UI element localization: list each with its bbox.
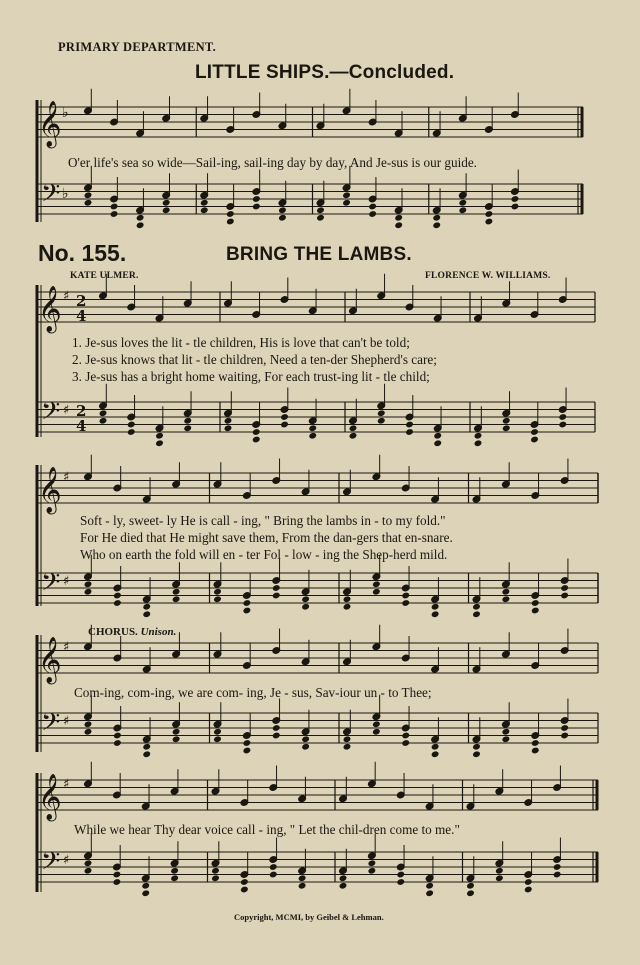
note-head [142, 750, 151, 758]
note-head [272, 584, 281, 592]
bass-clef-icon: 𝄢 [41, 179, 61, 214]
note-head [172, 735, 181, 743]
note-head [84, 728, 93, 736]
note-head [425, 882, 434, 890]
verse-line-5: For He died that He might save them, From the dan-gers that en-snare. [80, 530, 453, 545]
time-signature-bottom: 4 [76, 417, 87, 435]
note-head [502, 424, 511, 432]
bass-clef-icon: 𝄢 [41, 568, 61, 603]
note-head [560, 724, 569, 732]
note-head [377, 417, 386, 425]
note-head [368, 859, 377, 867]
note-head [531, 599, 540, 607]
note-head [224, 417, 233, 425]
note-head [372, 728, 381, 736]
flat-icon: ♭ [62, 105, 69, 121]
note-head [343, 595, 352, 603]
note-head [278, 206, 287, 214]
note-head [243, 747, 252, 755]
note-head [368, 203, 377, 211]
note-head [243, 599, 252, 607]
note-head [99, 417, 108, 425]
verse-line-1: 1. Je-sus loves the lit - tle children, His is love that can't be told; [72, 335, 410, 350]
note-head [213, 588, 222, 596]
note-head [531, 747, 540, 755]
note-head [485, 218, 494, 226]
note-head [278, 214, 287, 222]
note-head [472, 743, 481, 751]
treble-clef-icon: 𝄞 [38, 774, 62, 820]
lyricist-credit: KATE ULMER. [70, 271, 139, 281]
treble-clef-icon: 𝄞 [38, 637, 62, 683]
chorus-lyric-1: Com-ing, com-ing, we are com- ing, Je - sus, Sav-iour un - to Thee; [74, 685, 432, 700]
note-head [142, 603, 151, 611]
sharp-icon: ♯ [63, 777, 70, 792]
note-head [530, 428, 539, 436]
note-head [401, 599, 410, 607]
note-head [343, 735, 352, 743]
treble-clef-icon: 𝄞 [38, 286, 62, 332]
note-head [110, 203, 119, 211]
note-head [474, 432, 483, 440]
note-head [511, 195, 520, 203]
note-head [84, 580, 93, 588]
note-head [211, 874, 220, 882]
note-head [240, 886, 249, 894]
note-head [243, 739, 252, 747]
note-head [342, 199, 351, 207]
note-head [431, 743, 440, 751]
note-head [530, 436, 539, 444]
sharp-icon: ♯ [63, 470, 70, 485]
note-head [339, 882, 348, 890]
note-head [162, 206, 171, 214]
chorus-label-text: CHORUS. [88, 626, 138, 638]
note-head [200, 199, 209, 207]
note-head [298, 874, 307, 882]
note-head [343, 603, 352, 611]
note-head [280, 421, 289, 429]
note-head [472, 750, 481, 758]
note-head [113, 878, 122, 886]
note-head [431, 610, 440, 618]
note-head [553, 863, 562, 871]
note-head [269, 871, 278, 879]
time-signature-top: 2 [76, 402, 87, 420]
note-head [372, 588, 381, 596]
note-head [466, 882, 475, 890]
note-head [502, 588, 511, 596]
flat-icon: ♭ [62, 186, 69, 202]
note-head [394, 214, 403, 222]
note-head [113, 732, 122, 740]
note-head [316, 214, 325, 222]
note-head [401, 592, 410, 600]
note-head [502, 595, 511, 603]
note-head [425, 889, 434, 897]
note-head [170, 867, 179, 875]
note-head [372, 720, 381, 728]
note-head [155, 432, 164, 440]
note-head [316, 206, 325, 214]
note-head [495, 874, 504, 882]
note-head [172, 588, 181, 596]
note-head [405, 421, 414, 429]
song-title-little-ships: LITTLE SHIPS.—Concluded. [195, 62, 455, 83]
note-head [99, 409, 108, 417]
note-head [127, 428, 136, 436]
note-head [142, 743, 151, 751]
verse-line-3: 3. Je-sus has a bright home waiting, For each trust-ing lit - tle child; [72, 369, 430, 384]
note-head [141, 889, 150, 897]
bass-clef-icon: 𝄢 [41, 708, 61, 743]
note-head [308, 424, 317, 432]
note-head [433, 432, 442, 440]
note-head [183, 424, 192, 432]
note-head [172, 595, 181, 603]
sharp-icon: ♯ [63, 574, 70, 589]
chorus-lyric-2: While we hear Thy dear voice call - ing, " Let the chil-dren come to me." [74, 822, 460, 837]
note-head [252, 195, 261, 203]
note-head [226, 210, 235, 218]
note-head [472, 603, 481, 611]
note-head [485, 210, 494, 218]
note-head [127, 421, 136, 429]
bass-clef-icon: 𝄢 [41, 397, 61, 432]
note-head [349, 424, 358, 432]
note-head [372, 580, 381, 588]
note-head [401, 732, 410, 740]
hymn-number: No. 155. [38, 240, 127, 266]
note-head [272, 592, 281, 600]
note-head [342, 191, 351, 199]
note-head [511, 203, 520, 211]
note-head [405, 428, 414, 436]
note-head [431, 750, 440, 758]
note-head [560, 732, 569, 740]
note-head [224, 424, 233, 432]
note-head [113, 592, 122, 600]
note-head [349, 432, 358, 440]
note-head [301, 603, 310, 611]
note-head [458, 199, 467, 207]
note-head [136, 221, 145, 229]
note-head [431, 603, 440, 611]
note-head [141, 882, 150, 890]
note-head [502, 735, 511, 743]
time-signature-bottom: 4 [76, 307, 87, 325]
sharp-icon: ♯ [63, 403, 70, 418]
note-head [432, 214, 441, 222]
chorus-mode: Unison. [140, 626, 177, 638]
note-head [84, 859, 93, 867]
note-head [252, 428, 261, 436]
note-head [301, 743, 310, 751]
treble-clef-icon: 𝄞 [38, 467, 62, 513]
sharp-icon: ♯ [63, 640, 70, 655]
note-head [553, 871, 562, 879]
note-head [531, 739, 540, 747]
note-head [502, 417, 511, 425]
note-head [110, 210, 119, 218]
note-head [213, 728, 222, 736]
note-head [368, 210, 377, 218]
note-head [474, 439, 483, 447]
note-head [170, 874, 179, 882]
note-head [495, 867, 504, 875]
note-head [301, 595, 310, 603]
note-head [84, 867, 93, 875]
song-title-bring-the-lambs: BRING THE LAMBS. [226, 244, 412, 265]
note-head [240, 878, 249, 886]
note-head [558, 413, 567, 421]
sharp-icon: ♯ [63, 289, 70, 304]
note-head [524, 878, 533, 886]
note-head [269, 863, 278, 871]
note-head [136, 214, 145, 222]
note-head [113, 871, 122, 879]
note-head [200, 206, 209, 214]
note-head [142, 610, 151, 618]
note-head [84, 588, 93, 596]
note-head [339, 874, 348, 882]
sharp-icon: ♯ [63, 853, 70, 868]
note-head [560, 584, 569, 592]
sharp-icon: ♯ [63, 714, 70, 729]
note-head [343, 743, 352, 751]
note-head [84, 720, 93, 728]
note-head [84, 199, 93, 207]
note-head [368, 867, 377, 875]
department-heading: PRIMARY DEPARTMENT. [58, 40, 217, 54]
note-head [252, 436, 261, 444]
verse-line-6: Who on earth the fold will en - ter Fol - low - ing the Shep-herd mild. [80, 547, 448, 562]
note-head [226, 218, 235, 226]
note-head [84, 191, 93, 199]
note-head [280, 413, 289, 421]
note-head [458, 206, 467, 214]
note-head [377, 409, 386, 417]
note-head [211, 867, 220, 875]
verse-line-2: 2. Je-sus knows that lit - tle children, Need a ten-der Shepherd's care; [72, 352, 437, 367]
note-head [298, 882, 307, 890]
time-signature-top: 2 [76, 292, 87, 310]
lyric-little-ships: O'er life's sea so wide—Sail-ing, sail-ing day by day, And Je-sus is our guide. [68, 155, 477, 170]
treble-clef-icon: 𝄞 [38, 101, 62, 147]
note-head [213, 735, 222, 743]
composer-credit: FLORENCE W. WILLIAMS. [425, 271, 551, 281]
note-head [155, 439, 164, 447]
note-head [558, 421, 567, 429]
note-head [433, 439, 442, 447]
note-head [272, 724, 281, 732]
note-head [394, 221, 403, 229]
note-head [243, 607, 252, 615]
verse-line-4: Soft - ly, sweet- ly He is call - ing, " Bring the lambs in - to my fold." [80, 513, 446, 528]
note-head [502, 728, 511, 736]
note-head [531, 607, 540, 615]
note-head [301, 735, 310, 743]
note-head [396, 871, 405, 879]
note-head [213, 595, 222, 603]
note-head [432, 221, 441, 229]
note-head [272, 732, 281, 740]
note-head [466, 889, 475, 897]
note-head [113, 599, 122, 607]
note-head [396, 878, 405, 886]
note-head [113, 739, 122, 747]
note-head [472, 610, 481, 618]
note-head [524, 886, 533, 894]
note-head [183, 417, 192, 425]
note-head [252, 203, 261, 211]
note-head [401, 739, 410, 747]
note-head [162, 199, 171, 207]
note-head [560, 592, 569, 600]
note-head [308, 432, 317, 440]
copyright-notice: Copyright, MCMI, by Geibel & Lehman. [234, 912, 384, 922]
bass-clef-icon: 𝄢 [41, 847, 61, 882]
note-head [172, 728, 181, 736]
